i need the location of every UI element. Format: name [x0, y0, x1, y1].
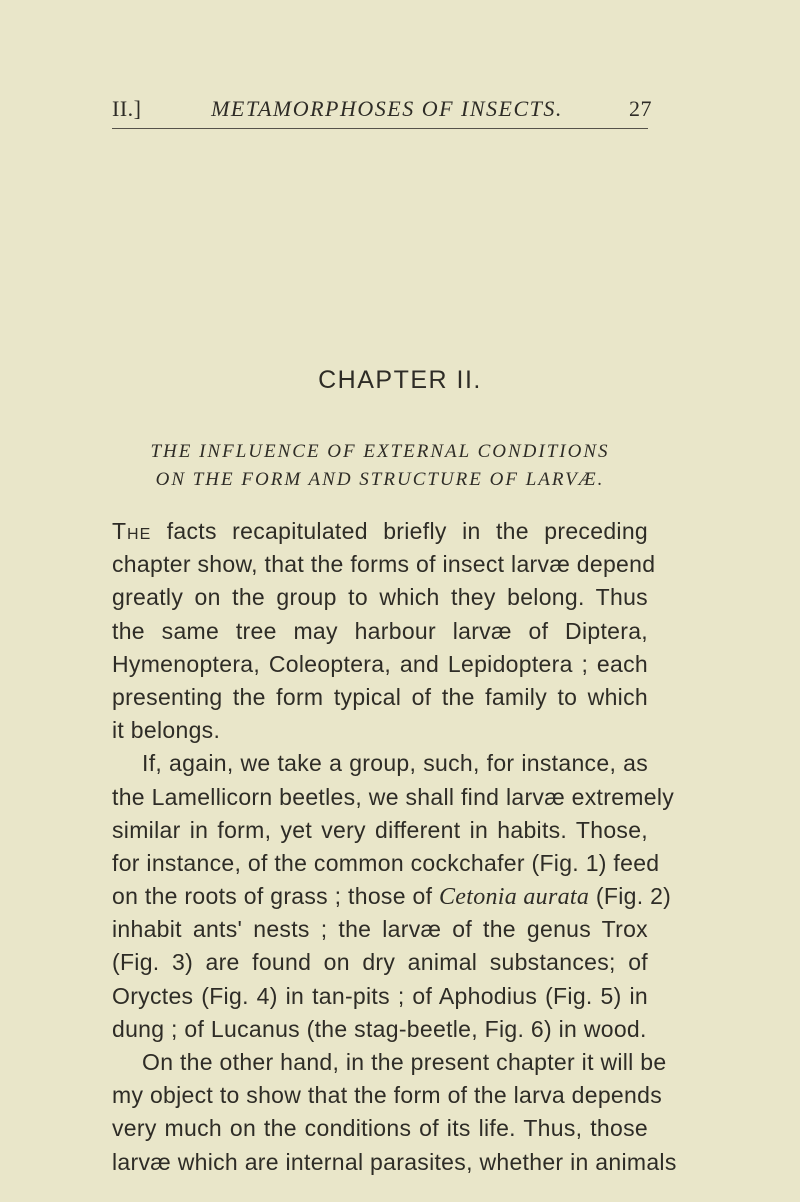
chapter-title	[112, 438, 648, 494]
paragraph-line: dung ; of Lucanus (the stag-beetle, Fig. 6) in wood.	[112, 1015, 647, 1042]
paragraph-line: on the roots of grass ; those of Cetonia aurata (Fig. 2)	[112, 883, 672, 911]
paragraph-line: larvæ which are internal parasites, whether in animals	[112, 1148, 677, 1175]
paragraph-line: similar in form, yet very different in habits. Those,	[112, 816, 648, 843]
paragraph-line: If, again, we take a group, such, for instance, as	[142, 750, 648, 777]
paragraph-line: (Fig. 3) are found on dry animal substances; of	[112, 949, 648, 976]
species-name: Cetonia aurata	[438, 884, 590, 911]
paragraph-line: for instance, of the common cockchafer (Fig. 1) feed	[112, 849, 660, 876]
paragraph-line: it belongs.	[112, 717, 221, 744]
header-rule	[112, 128, 648, 129]
page-number: 27	[629, 96, 652, 121]
paragraph-line: greatly on the group to which they belong. Thus	[112, 584, 648, 611]
paragraph-line: the same tree may harbour larvæ of Diptera,	[112, 617, 648, 644]
paragraph-line: The facts recapitulated briefly in the preceding	[112, 518, 648, 544]
paragraph-line: inhabit ants' nests ; the larvæ of the genus Trox	[112, 916, 648, 943]
drop-word: The	[112, 518, 152, 544]
running-head	[112, 96, 652, 126]
body-text	[112, 515, 677, 1179]
paragraph-line: Oryctes (Fig. 4) in tan-pits ; of Aphodius (Fig. 5) in	[112, 982, 648, 1009]
paragraph-line: On the other hand, in the present chapter it will be	[142, 1049, 667, 1075]
paragraph-line: chapter show, that the forms of insect larvæ depend	[112, 551, 656, 578]
paragraph-line: the Lamellicorn beetles, we shall find larvæ extremely	[112, 783, 675, 810]
running-head-title: METAMORPHOSES OF INSECTS.	[211, 96, 563, 121]
paragraph-line: presenting the form typical of the family to which	[112, 683, 648, 710]
running-head-section: II.]	[112, 96, 142, 121]
paragraph-line: very much on the conditions of its life. Thus, those	[112, 1115, 648, 1142]
chapter-title-line: ON THE FORM AND STRUCTURE OF LARVÆ.	[155, 469, 605, 490]
chapter-title-line: THE INFLUENCE OF EXTERNAL CONDITIONS	[150, 441, 610, 462]
paragraph-line: my object to show that the form of the larva depends	[112, 1082, 663, 1109]
chapter-heading: CHAPTER II.	[318, 366, 482, 394]
paragraph-line: Hymenoptera, Coleoptera, and Lepidoptera ; each	[112, 650, 648, 677]
